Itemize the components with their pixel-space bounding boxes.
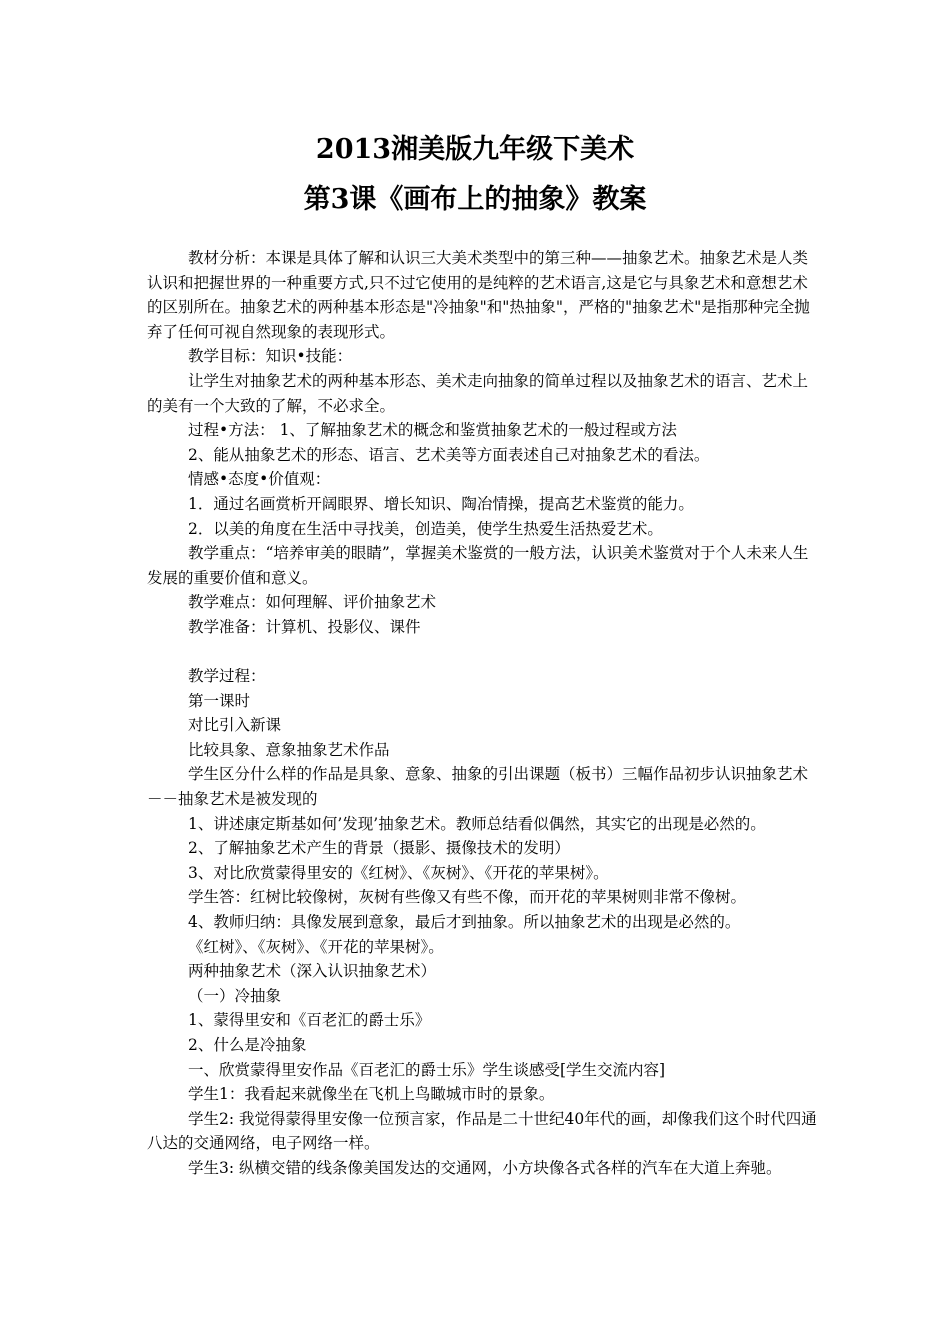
- paragraph-kandinsky: 1、讲述康定斯基如何’发现’抽象艺术。教师总结看似偶然，其实它的出现是必然的。: [188, 814, 766, 833]
- paragraph-student-1: 学生1：我看起来就像坐在飞机上鸟瞰城市时的景象。: [188, 1085, 555, 1104]
- paragraph-student-3: 学生3: 纵横交错的线条像美国发达的交通网，小方块像各式各样的汽车在大道上奔驰。: [188, 1158, 782, 1177]
- paragraph-teaching-goal: 教学目标：知识•技能：: [188, 347, 353, 366]
- paragraph-emotion-item-2: 2．以美的角度在生活中寻找美，创造美，使学生热爱生活热爱艺术。: [188, 519, 663, 538]
- paragraph-goal-knowledge: 让学生对抽象艺术的两种基本形态、美术走向抽象的简单过程以及抽象艺术的语言、艺术上的美有一个大致的了解，不必求全。: [147, 371, 809, 415]
- paragraph-mondrian-trees: 3、对比欣赏蒙得里安的《红树》、《灰树》、《开花的苹果树》。: [188, 863, 609, 882]
- paragraph-preparation: 教学准备：计算机、投影仪、课件: [188, 617, 421, 636]
- paragraph-teaching-process: 教学过程：: [188, 667, 266, 686]
- paragraph-two-abstract: 两种抽象艺术（深入认识抽象艺术）: [188, 962, 437, 981]
- paragraph-broadway: 1、蒙得里安和《百老汇的爵士乐》: [188, 1011, 431, 1030]
- paragraph-material-analysis: 教材分析：本课是具体了解和认识三大美术类型中的第三种——抽象艺术。抽象艺术是人类认识和把握世界的一种重要方式,只不过它使用的是纯粹的艺术语言,这是它与具象艺术和意想艺术的区别所在。抽象艺术的两种基本形态是"冷抽象"和"热抽象"，严格的"抽象艺术"是指那种完全抛弃了任何可视自然现象的表现形式。: [147, 249, 810, 341]
- paragraph-background: 2、了解抽象艺术产生的背景（摄影、摄像技术的发明）: [188, 839, 570, 858]
- blank-line: [147, 640, 817, 665]
- paragraph-key-point: 教学重点：“培养审美的眼睛”，掌握美术鉴赏的一般方法，认识美术鉴赏对于个人未来人生发展的重要价值和意义。: [147, 544, 809, 587]
- paragraph-what-is-cold: 2、什么是冷抽象: [188, 1036, 307, 1054]
- paragraph-compare-works: 比较具象、意象抽象艺术作品: [188, 740, 390, 759]
- paragraph-cold-abstract: （一）冷抽象: [188, 986, 282, 1005]
- paragraph-emotion-item-1: 1．通过名画赏析开阔眼界、增长知识、陶冶情操，提高艺术鉴赏的能力。: [188, 494, 694, 513]
- paragraph-emotion-values: 情感•态度•价值观：: [188, 470, 331, 489]
- document-body: [147, 246, 817, 1181]
- paragraph-student-2: 学生2: 我觉得蒙得里安像一位预言家，作品是二十世纪40年代的画，却像我们这个时代四通八达的交通网络，电子网络一样。: [147, 1109, 817, 1153]
- document-title-line1: 2013湘美版九年级下美术: [315, 134, 635, 165]
- paragraph-appreciate: 一、欣赏蒙得里安作品《百老汇的爵士乐》学生谈感受[学生交流内容]: [188, 1060, 666, 1079]
- paragraph-student-distinguish: 学生区分什么样的作品是具象、意象、抽象的引出课题（板书）三幅作品初步认识抽象艺术－－抽象艺术是被发现的: [147, 765, 809, 809]
- paragraph-process-item-2: 2、能从抽象艺术的形态、语言、艺术美等方面表述自己对抽象艺术的看法。: [188, 445, 710, 464]
- paragraph-student-answer: 学生答：红树比较像树，灰树有些像又有些不像，而开花的苹果树则非常不像树。: [188, 888, 747, 907]
- paragraph-teacher-summary: 4、教师归纳：具像发展到意象，最后才到抽象。所以抽象艺术的出现是必然的。: [188, 913, 741, 932]
- paragraph-intro: 对比引入新课: [188, 716, 282, 735]
- paragraph-first-lesson: 第一课时: [188, 691, 251, 710]
- paragraph-difficulty: 教学难点：如何理解、评价抽象艺术: [188, 593, 437, 612]
- document-title-line2: 第3课《画布上的抽象》教案: [303, 184, 647, 215]
- paragraph-process-method: 过程•方法： 1、了解抽象艺术的概念和鉴赏抽象艺术的一般过程或方法: [188, 421, 677, 440]
- paragraph-tree-titles: 《红树》、《灰树》、《开花的苹果树》。: [188, 937, 444, 956]
